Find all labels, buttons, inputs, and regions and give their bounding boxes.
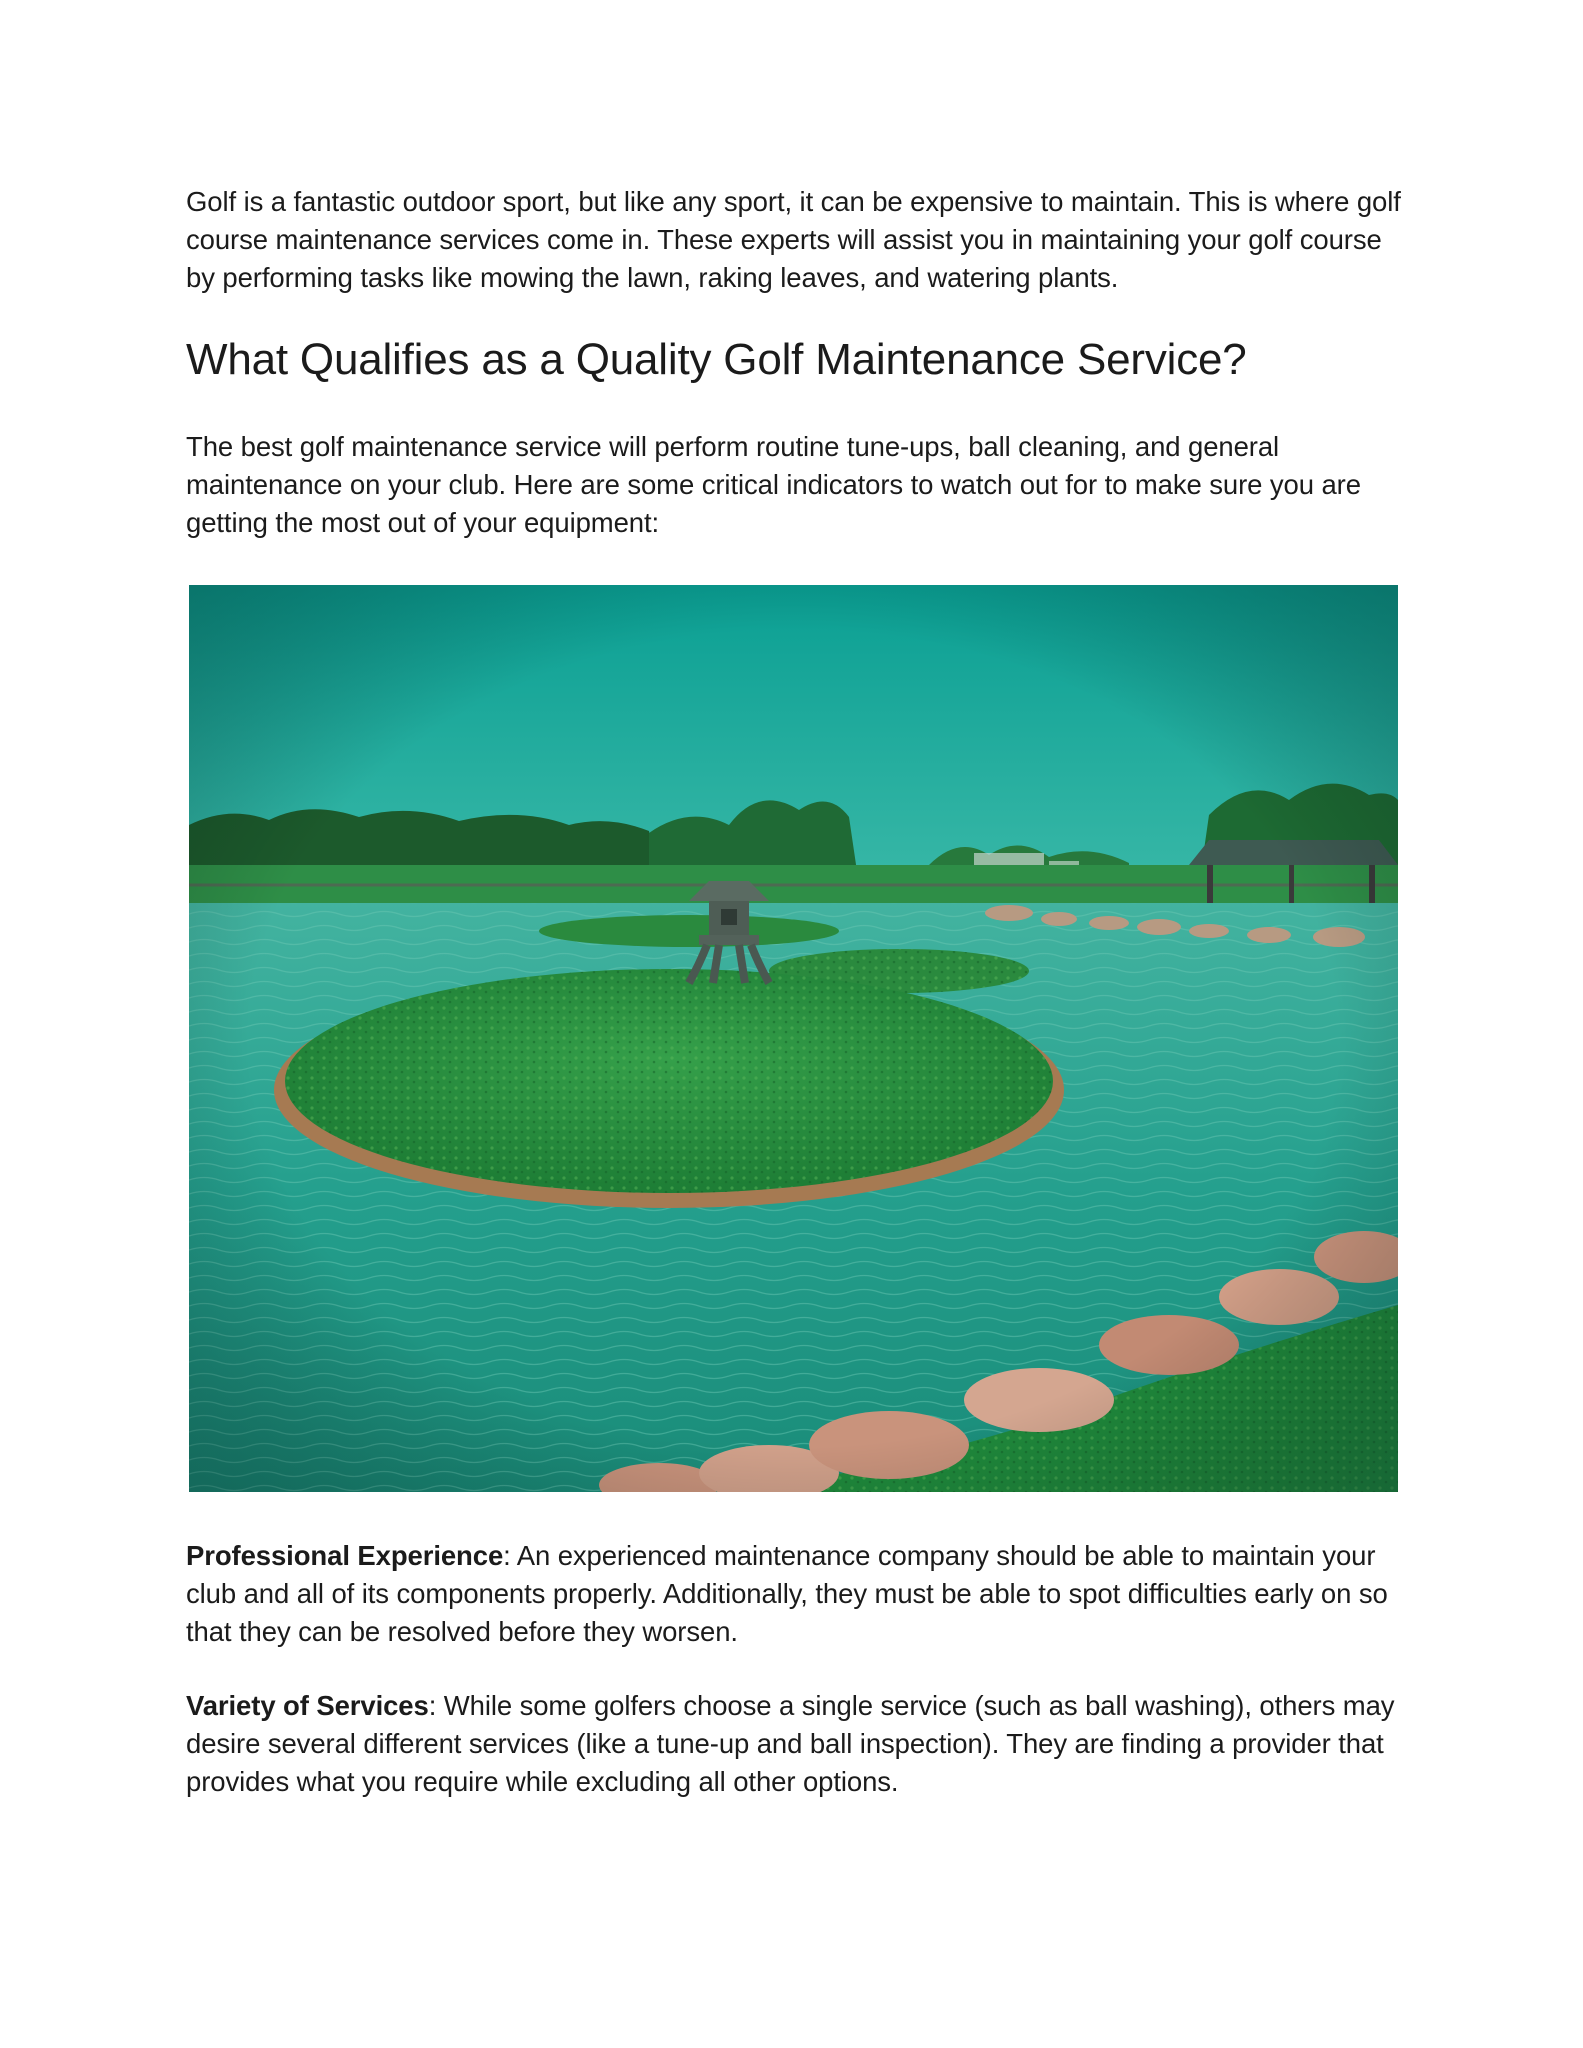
best-service-paragraph: The best golf maintenance service will perform routine tune-ups, ball cleaning, and general maintenance on your club. Here are some critical indicators to watch out for to make sure you are getting the most out of your equipment: <box>186 431 1361 538</box>
intro-paragraph: Golf is a fantastic outdoor sport, but like any sport, it can be expensive to maintain. This is where golf course maintenance services come in. These experts will assist you in maintaining your golf course by performing tasks like mowing the lawn, raking leaves, and watering plants. <box>186 186 1401 293</box>
variety-of-services-paragraph <box>186 1687 1411 1801</box>
variety-of-services-label: Variety of Services <box>186 1690 429 1721</box>
pond-island-photo <box>189 585 1398 1492</box>
professional-experience-text: : An experienced maintenance company should be able to maintain your club and all of its components properly. Additionally, they must be able to spot difficulties early on so that they can be resolved before they worsen. <box>186 1540 1388 1647</box>
professional-experience-paragraph <box>186 1537 1411 1651</box>
variety-of-services-text: : While some golfers choose a single service (such as ball washing), others may desire several different services (like a tune-up and ball inspection). They are finding a provider that provides what you require while excluding all other options. <box>186 1690 1395 1797</box>
section-heading: What Qualifies as a Quality Golf Maintenance Service? <box>186 335 1247 384</box>
professional-experience-label: Professional Experience <box>186 1540 504 1571</box>
